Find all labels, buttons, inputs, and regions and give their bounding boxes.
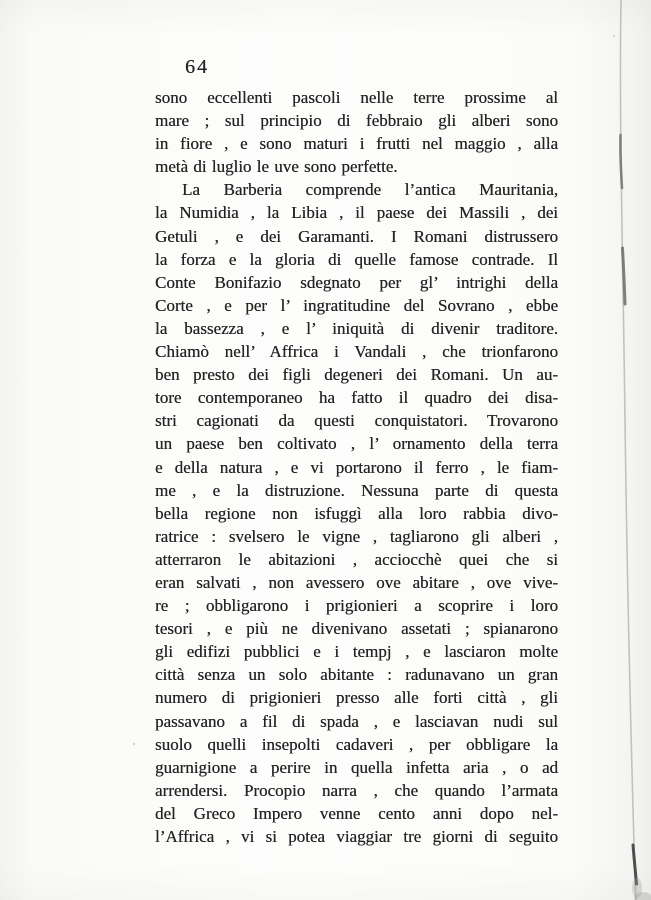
paper-speck (613, 35, 615, 37)
text-line: sono eccellenti pascoli nelle terre prossime al (155, 88, 558, 107)
text-line: la Numidia , la Libia , il paese dei Massili , dei (155, 203, 558, 223)
text-line: bella regione non isfuggì alla loro rabbia divo- (155, 503, 558, 523)
text-line: me , e la distruzione. Nessuna parte di questa (155, 480, 558, 500)
scan-smudge (632, 878, 642, 898)
text-line: in fiore , e sono maturi i frutti nel maggio , alla (155, 134, 558, 154)
text-line: arrendersi. Procopio narra , che quando l’armata (155, 780, 558, 800)
text-line: numero di prigionieri presso alle forti città , gli (155, 688, 558, 708)
page-edge-dark-segment (620, 135, 622, 188)
text-line: città senza un solo abitante : radunavano un gran (155, 665, 558, 685)
text-line: la bassezza , e l’ iniquità di divenir traditore. (155, 318, 558, 338)
page-edge-dark-segment (623, 248, 626, 304)
body-text-block (155, 86, 558, 848)
text-line: passavano a fil di spada , e lasciavan nudi sul (155, 711, 558, 731)
text-line: del Greco Impero venne cento anni dopo nel- (155, 803, 558, 823)
text-line: e della natura , e vi portarono il ferro , le fiam- (155, 457, 558, 477)
text-line: un paese ben coltivato , l’ ornamento della terra (155, 434, 558, 454)
paper-speck (133, 743, 135, 745)
text-line: Conte Bonifazio sdegnato per gl’ intrighi della (155, 272, 558, 292)
scan-smudge (634, 892, 651, 900)
text-line: Corte , e per l’ ingratitudine del Sovrano , ebbe (155, 295, 558, 315)
page-edge-line (620, 0, 636, 900)
page-edge-dark-segment (633, 845, 637, 884)
text-line: Chiamò nell’ Affrica i Vandali , che trionfarono (155, 342, 558, 362)
text-line: metà di luglio le uve sono perfette. (155, 157, 398, 177)
text-line: eran salvati , non avessero ove abitare , ove vive- (155, 572, 558, 592)
text-line: atterraron le abitazioni , acciocchè quei che si (155, 549, 558, 569)
text-line: ratrice : svelsero le vigne , tagliarono gli alberi , (155, 526, 558, 546)
text-line: stri cagionati da questi conquistatori. Trovarono (155, 411, 558, 431)
text-line: Getuli , e dei Garamanti. I Romani distrussero (155, 226, 558, 246)
text-line: La Barberia comprende l’antica Mauritania, (182, 180, 558, 200)
text-line: re ; obbligarono i prigionieri a scoprire i loro (155, 596, 558, 616)
text-line: tore contemporaneo ha fatto il quadro dei disa- (155, 388, 558, 408)
page-number: 64 (185, 56, 209, 78)
text-line: ben presto dei figli degeneri dei Romani. Un au- (155, 365, 558, 385)
text-line: la forza e la gloria di quelle famose contrade. Il (155, 249, 558, 269)
text-line: l’Affrica , vi si potea viaggiar tre giorni di seguito (155, 827, 558, 846)
text-line: suolo quelli insepolti cadaveri , per obbligare la (155, 734, 558, 754)
text-line: gli edifizi pubblici e i tempj , e lasciaron molte (155, 642, 558, 662)
text-line: guarnigione a perire in quella infetta aria , o ad (155, 757, 558, 777)
text-line: tesori , e più ne divenivano assetati ; spianarono (155, 619, 558, 639)
text-line: mare ; sul principio di febbraio gli alberi sono (155, 111, 558, 131)
